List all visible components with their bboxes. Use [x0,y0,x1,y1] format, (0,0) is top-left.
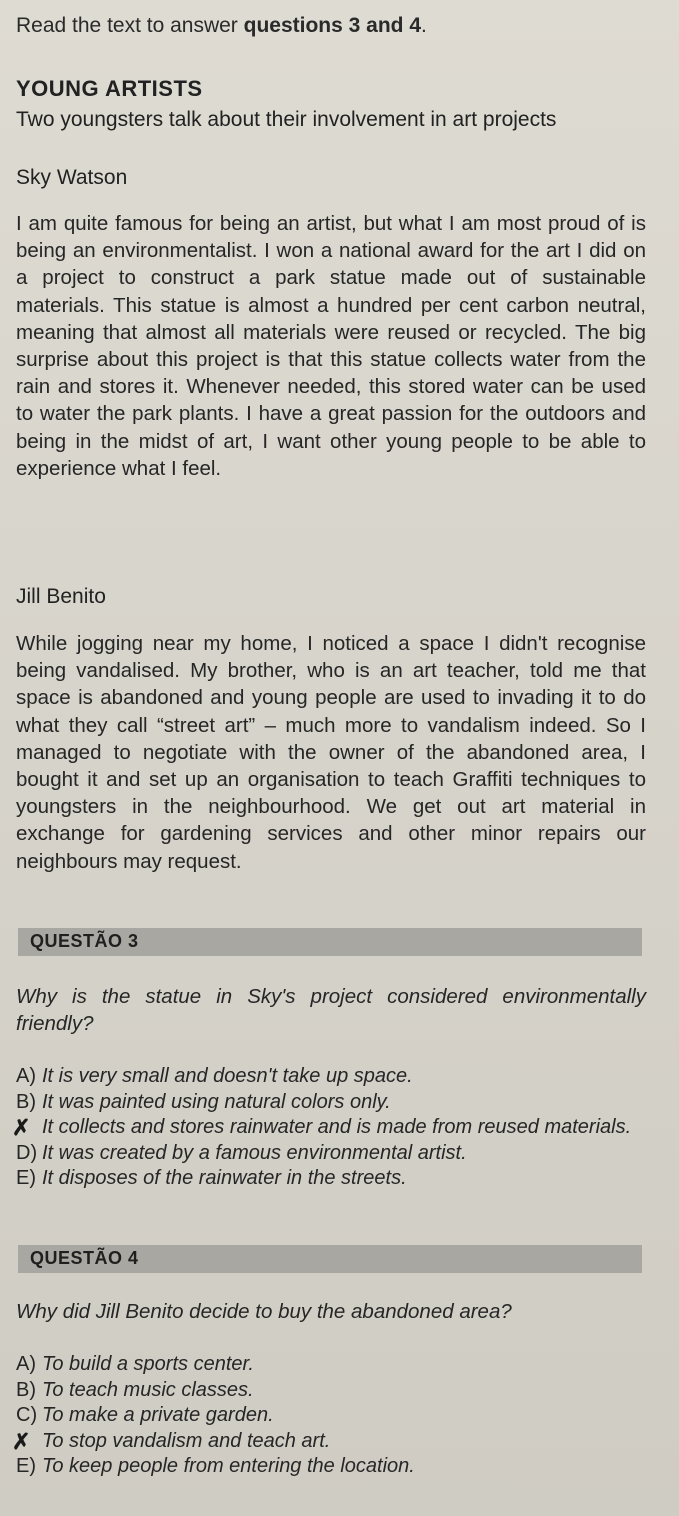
article-title: YOUNG ARTISTS [16,76,203,101]
author-name-jill: Jill Benito [16,585,106,608]
question-3-options [12,1064,646,1192]
question-4-label: QUESTÃO 4 [30,1248,139,1268]
option-letter: A) [16,1353,36,1375]
option-3b[interactable] [16,1090,646,1116]
option-text: It disposes of the rainwater in the streets. [42,1167,407,1189]
option-3a[interactable] [16,1064,646,1090]
instructions-bold: questions 3 and 4 [243,14,422,37]
option-4c[interactable] [16,1403,646,1429]
question-4-text: Why did Jill Benito decide to buy the abandoned area? [16,1300,512,1323]
option-text: It is very small and doesn't take up space. [42,1065,413,1087]
instructions-prefix: Read the text to answer [16,14,244,37]
option-letter: B) [16,1090,36,1113]
question-4-options [12,1352,646,1480]
option-text: It was painted using natural colors only. [42,1090,391,1113]
author-name-sky: Sky Watson [16,166,128,189]
option-text: To keep people from entering the location. [42,1455,415,1477]
option-letter: C) [16,1404,38,1426]
option-text: To teach music classes. [42,1378,254,1401]
option-3d[interactable] [16,1141,646,1167]
instructions-suffix: . [421,14,427,37]
option-text: It was created by a famous environmental artist. [42,1141,467,1164]
option-letter: E) [16,1455,36,1477]
option-text: To build a sports center. [42,1353,254,1375]
option-3c-marked[interactable] [12,1115,646,1141]
question-3-header [18,928,642,956]
instructions [16,14,427,38]
paragraph-jill: While jogging near my home, I noticed a space I didn't recognise being vandalised. My brother, who is an art teacher, told me that space is abandoned and young people are used to invading it to do what they call “street art” – much more to vandalism indeed. So I managed to negotiate with the owner of the abandoned area, I bought it and set up an organisation to teach Graffiti techniques to youngsters in the neighbourhood. We get out art material in exchange for gardening services and other minor repairs our neighbours may request. [16,632,646,873]
option-letter: B) [16,1378,36,1401]
option-letter: D) [16,1141,38,1164]
option-4e[interactable] [16,1454,646,1480]
option-4a[interactable] [16,1352,646,1378]
option-text: To stop vandalism and teach art. [42,1429,331,1452]
article-subtitle: Two youngsters talk about their involvement in art projects [16,108,557,131]
question-3-label: QUESTÃO 3 [30,931,139,951]
question-3-text: Why is the statue in Sky's project considered environmentally friendly? [16,985,646,1035]
option-4d-marked[interactable] [12,1428,646,1455]
option-letter [12,1115,42,1141]
option-4b[interactable] [16,1378,646,1404]
option-3e[interactable] [16,1166,646,1192]
option-text: To make a private garden. [42,1404,274,1426]
option-text: It collects and stores rainwater and is made from reused materials. [42,1116,632,1138]
handwritten-check-mark-icon: ✗ [12,1428,31,1454]
option-letter: A) [16,1065,36,1087]
paragraph-sky: I am quite famous for being an artist, but what I am most proud of is being an environmentalist. I won a national award for the art I did on a project to construct a park statue made out of sustainable materials. This statue is almost a hundred per cent carbon neutral, meaning that almost all materials were reused or recycled. The big surprise about this project is that this statue collects water from the rain and stores it. Whenever needed, this stored water can be used to water the park plants. I have a great passion for the outdoors and being in the midst of art, I want other young people to be able to experience what I feel. [16,212,646,480]
option-letter: E) [16,1167,36,1189]
question-4-header [18,1245,642,1273]
option-letter [12,1428,42,1455]
handwritten-check-mark-icon: ✗ [12,1115,31,1140]
